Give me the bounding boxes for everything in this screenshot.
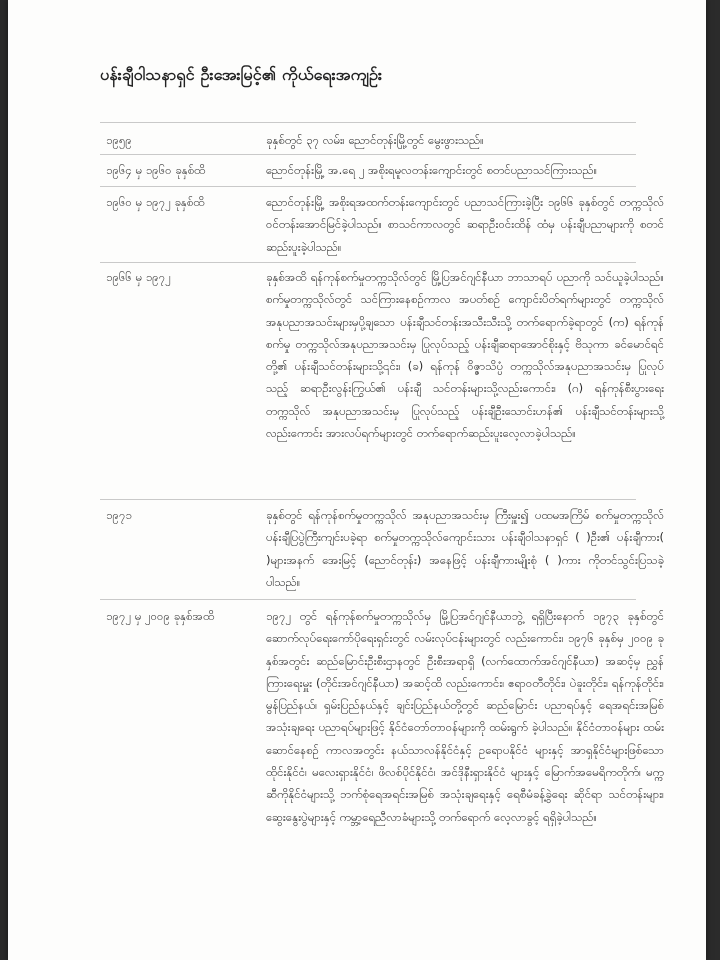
document-title: ပန်းချီဝါသနာရှင် ဦးအေးမြင့်၏ ကိုယ်ရေးအကျဉ်း — [100, 65, 383, 84]
entry-description: ညောင်တုန်းမြို့ အစိုးရအထက်တန်းကျောင်းတွင် ပညာသင်ကြားခဲ့ပြီး ၁၉၆၆ ခုနှစ်တွင် တက္ကသိုလ်ဝင်တန်းအောင်မြင်ခဲ့ပါသည်။ စာသင်ကာလတွင် ဆရာဦးဝင်းထိန် ထံမှ ပန်းချီပညာများကို စတင်ဆည်းပူးခဲ့ပါသည်။ — [266, 195, 664, 254]
entry-description: ခုနှစ်တွင် ရန်ကုန်စက်မှုတက္ကသိုလ် အနုပညာအသင်းမှ ကြီးမှူး၍ ပထမအကြိမ် စက်မှုတက္ကသိုလ် ပန်းချီပြပွဲကြီးကျင်းပခဲ့ရာ စက်မှုတက္ကသိုလ်ကျောင်းသား ပန်းချီဝါသနာရှင် ( )ဦး၏ ပန်းချီကား( )များအနက် အေးမြင့် (ညောင်တုန်း) အနေဖြင့် ပန်းချီကားမျိုးစုံ ( )ကား ကိုတင်သွင်းပြသခဲ့ပါသည်။ — [266, 508, 664, 589]
document-page — [8, 0, 706, 960]
entry-date: ၁၉၆၆ မှ ၁၉၇၂ — [106, 270, 171, 284]
entry-description: ခုနှစ်အထိ ရန်ကုန်စက်မှုတက္ကသိုလ်တွင် မြို့ပြအင်ဂျင်နီယာ ဘာသာရပ် ပညာကို သင်ယူခဲ့ပါသည်။ စက်မှုတက္ကသိုလ်တွင် သင်ကြားနေစဉ်ကာလ အပတ်စဉ် ကျောင်းပိတ်ရက်များတွင် တက္ကသိုလ်အနုပညာအသင်းများမှပို့ချသော ပန်းချီသင်တန်းအသီးသီးသို့ တက်ရောက်ခဲ့ရာတွင် (က) ရန်ကုန်စက်မှု တက္ကသိုလ်အနုပညာအသင်းမှ ပြုလုပ်သည့် ပန်းချီဆရာအောင်စိုးနှင့် ဗိသုကာ ခင်မောင်ရင်တို့၏ ပန်းချီသင်တန်းများသို့၎င်း၊ (ခ) ရန်ကုန် ဝိဇ္ဇာသိပ္ပံ တက္ကသိုလ်အနုပညာအသင်းမှ ပြုလုပ်သည့် ဆရာဦးလွန်းကြွယ်၏ ပန်းချီ သင်တန်းများသို့လည်းကောင်း၊ (ဂ) ရန်ကုန်စီးပွားရေးတက္ကသိုလ် အနုပညာအသင်းမှ ပြုလုပ်သည့် ပန်းချီဦးသောင်းဟန်၏ ပန်းချီသင်တန်းများသို့ လည်းကောင်း အားလပ်ရက်များတွင် တက်ရောက်ဆည်းပူးလေ့လာခဲ့ပါသည်။ — [266, 270, 664, 441]
entry-description: ၁၉၇၂ တွင် ရန်ကုန်စက်မှုတက္ကသိုလ်မှ မြို့ပြအင်ဂျင်နီယာဘွဲ့ ရရှိပြီးနောက် ၁၉၇၃ ခုနှစ်တွင် ဆောက်လုပ်ရေးကော်ပိုရေးရှင်းတွင် လမ်းလုပ်ငန်းများတွင် လည်းကောင်း၊ ၁၉၇၆ ခုနှစ်မှ ၂၀၀၉ ခုနှစ်အတွင်း ဆည်မြောင်းဦးစီးဌာနတွင် ဦးစီးအရာရှိ (လက်ထောက်အင်ဂျင်နီယာ) အဆင့်မှ ညွှန်ကြားရေးမှူး (တိုင်းအင်ဂျင်နီယာ) အဆင့်ထိ လည်းကောင်း၊ ဧရာဝတီတိုင်း၊ ပဲခူးတိုင်း၊ ရန်ကုန်တိုင်း၊ မွန်ပြည်နယ်၊ ရှမ်းပြည်နယ်နှင့် ချင်းပြည်နယ်တို့တွင် ဆည်မြောင်း ပညာရပ်နှင့် ရေအရင်းအမြစ် အသုံးချရေး ပညာရပ်များဖြင့် နိုင်ငံတော်တာဝန်များကို ထမ်းရွက် ခဲ့ပါသည်။ နိုင်ငံတာဝန်များ ထမ်းဆောင်နေစဉ် ကာလအတွင်း နယ်သာလန်နိုင်ငံနှင့် ဥရောပနိုင်ငံ များနှင့် အာရှနိုင်ငံများဖြစ်သော ထိုင်းနိုင်ငံ၊ မလေးရှားနိုင်ငံ၊ ဖိလစ်ပိုင်နိုင်ငံ၊ အင်ဒိုနီးရှားနိုင်ငံ များနှင့် မြောက်အမေရိကတိုက်၊ မက္ကဆီကိုနိုင်ငံများသို့ ဘက်စုံရေအရင်းအမြစ် အသုံးချရေးနှင့် ရေစီမံခန့်ခွဲရေး ဆိုင်ရာ သင်တန်းများ၊ ဆွေးနွေးပွဲများနှင့် ကမ္ဘာ့ရေညီလာခံများသို့ တက်ရောက် လေ့လာခွင့် ရရှိခဲ့ပါသည်။ — [266, 609, 664, 824]
entry-description: ညောင်တုန်းမြို့ အ.ရေ ၂ အစိုးရမူလတန်းကျောင်းတွင် စတင်ပညာသင်ကြားသည်။ — [266, 163, 598, 177]
entry-date: ၁၉၇၂ မှ ၂၀၀၉ ခုနှစ်အထိ — [106, 609, 215, 623]
row-divider — [100, 154, 636, 155]
row-divider — [100, 499, 636, 500]
row-divider — [100, 122, 636, 123]
entry-date: ၁၉၇၁ — [106, 508, 132, 522]
row-divider — [100, 186, 636, 187]
row-divider — [100, 262, 636, 263]
entry-description: ခုနှစ်တွင် ၃၇ လမ်း၊ ညောင်တုန်းမြို့တွင် မွေးဖွားသည်။ — [266, 133, 484, 147]
entry-date: ၁၉၆၀ မှ ၁၉၇၂ ခုနှစ်ထိ — [106, 195, 205, 209]
entry-date: ၁၉၅၉ — [106, 133, 132, 147]
entry-date: ၁၉၆၄ မှ ၁၉၆၀ ခုနှစ်ထိ — [106, 163, 206, 177]
row-divider — [100, 599, 636, 600]
